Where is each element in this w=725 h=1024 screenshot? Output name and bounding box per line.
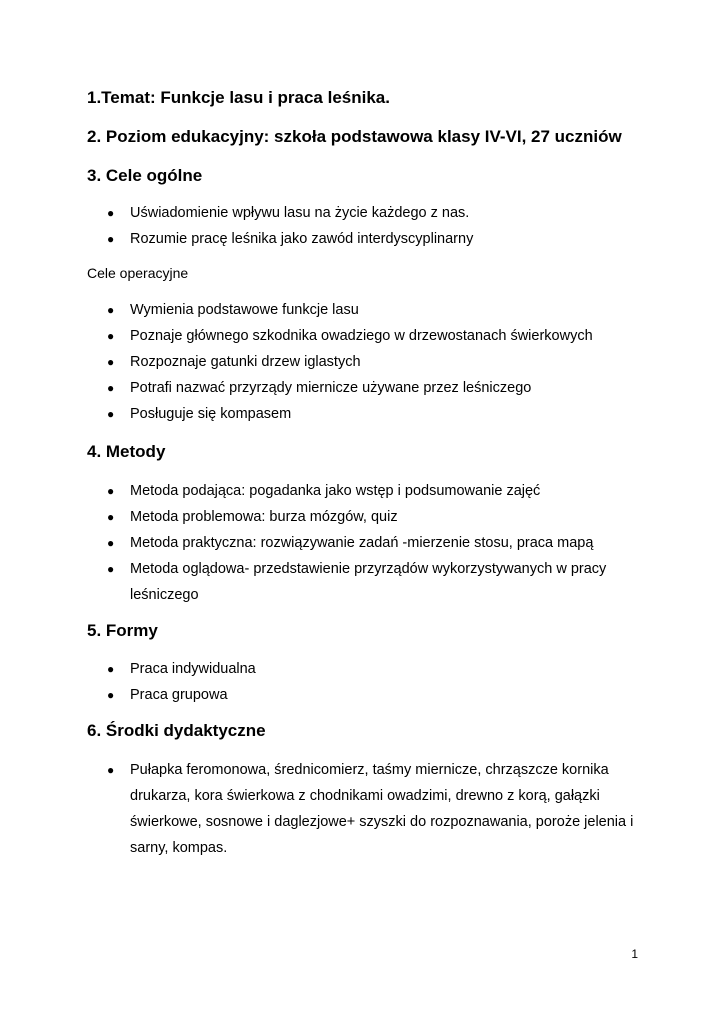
bullet-icon: ● (107, 484, 115, 498)
bullet-icon: ● (107, 303, 115, 317)
bullet-icon: ● (107, 355, 115, 369)
general-goals-list (0, 200, 725, 252)
bullet-icon: ● (107, 510, 115, 524)
bullet-icon: ● (107, 688, 115, 702)
heading-general-goals: 3. Cele ogólne (87, 166, 203, 185)
bullet-icon: ● (107, 232, 115, 246)
list-item: ● Rozumie pracę leśnika jako zawód interdyscyplinarny (0, 226, 640, 252)
bullet-icon: ● (107, 536, 115, 550)
bullet-icon: ● (107, 329, 115, 343)
heading-topic: 1.Temat: Funkcje lasu i praca leśnika. (87, 88, 390, 107)
list-item: ● Metoda praktyczna: rozwiązywanie zadań -mierzenie stosu, praca mapą (0, 530, 640, 556)
page-number: 1 (631, 947, 638, 961)
heading-forms: 5. Formy (87, 621, 158, 640)
list-item: ● Potrafi nazwać przyrządy miernicze używane przez leśniczego (0, 375, 640, 401)
bullet-icon: ● (107, 381, 115, 395)
heading-education-level: 2. Poziom edukacyjny: szkoła podstawowa klasy IV-VI, 27 uczniów (87, 127, 622, 146)
list-item: ● Praca grupowa (0, 682, 640, 708)
methods-list (0, 478, 725, 608)
list-item: ● Metoda problemowa: burza mózgów, quiz (0, 504, 640, 530)
operational-goals-label: Cele operacyjne (87, 265, 189, 281)
list-item: ● Posługuje się kompasem (0, 401, 640, 427)
bullet-icon: ● (107, 206, 115, 220)
bullet-icon: ● (107, 407, 115, 421)
list-item: ● Wymienia podstawowe funkcje lasu (0, 297, 640, 323)
teaching-aids-list (0, 757, 725, 861)
list-item: ● Praca indywidualna (0, 656, 640, 682)
list-item: ● Metoda podająca: pogadanka jako wstęp i podsumowanie zajęć (0, 478, 640, 504)
bullet-icon: ● (107, 662, 115, 676)
bullet-icon: ● (107, 562, 115, 576)
list-item: ● Metoda oglądowa- przedstawienie przyrządów wykorzystywanych w pracy leśniczego (0, 556, 640, 608)
heading-methods: 4. Metody (87, 442, 166, 461)
operational-goals-list (0, 297, 725, 427)
bullet-icon: ● (107, 763, 115, 777)
list-item: ● Pułapka feromonowa, średnicomierz, taśmy miernicze, chrząszcze kornika drukarza, kora świerkowa z chodnikami owadzimi, drewno z korą, gałązki świerkowe, sosnowe i daglezjowe+ szyszki do rozpoznawania, poroże jelenia i sarny, kompas. (0, 757, 640, 861)
list-item: ● Rozpoznaje gatunki drzew iglastych (0, 349, 640, 375)
heading-teaching-aids: 6. Środki dydaktyczne (87, 721, 266, 740)
forms-list (0, 656, 725, 708)
list-item: ● Uświadomienie wpływu lasu na życie każdego z nas. (0, 200, 640, 226)
list-item: ● Poznaje głównego szkodnika owadziego w drzewostanach świerkowych (0, 323, 640, 349)
